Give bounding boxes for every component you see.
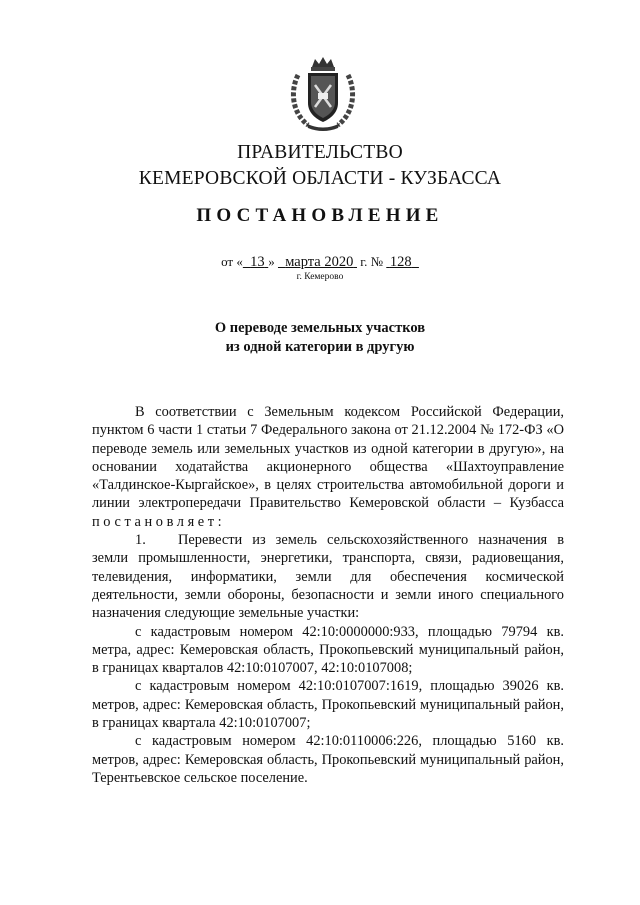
land-plot-1: с кадастровым номером 42:10:0000000:933, площадью 79794 кв. метра, адрес: Кемеровская область, Прокопьевский муниципальный район, в границах кварталов 42:10:0107007, 42:10:0107008; — [92, 623, 564, 677]
document-body — [92, 403, 564, 787]
city-label: г. Кемерово — [296, 272, 344, 282]
land-plot-3: с кадастровым номером 42:10:0110006:226, площадью 5160 кв. метров, адрес: Кемеровская область, Прокопьевский муниципальный район, Терентьевское сельское поселение. — [92, 733, 564, 786]
day-close: » — [268, 254, 275, 269]
coat-of-arms-icon — [288, 55, 358, 133]
org-line-2: КЕМЕРОВСКОЙ ОБЛАСТИ - КУЗБАССА — [138, 168, 502, 189]
decree-month-year: марта 2020 — [285, 254, 354, 270]
paragraph-preamble: В соответствии с Земельным кодексом Российской Федерации, пунктом 6 части 1 статьи 7 Федерального закона от 21.12.2004 № 172-ФЗ «О переводе земель или земельных участков из одной категории в другую», на основании ходатайства акционерного общества «Шахтоуправление «Талдинское-Кыргайское», в целях строительства автомобильной дороги и линии электропередачи Правительство Кемеровской области – Кузбасса постановляет: — [92, 404, 564, 530]
paragraph-item-1: 1. Перевести из земель сельскохозяйственного назначения в земли промышленности, энергетики, транспорта, связи, радиовещания, телевидения, информатики, земли для обеспечения космической деятельности, земли обороны, безопасности и земли иного специального назначения следующие земельные участки: — [92, 532, 564, 622]
number-label: № — [370, 254, 384, 269]
item-number: 1. — [135, 532, 146, 549]
decree-number: 128 — [389, 254, 412, 270]
decree-word: постановляет: — [92, 513, 226, 530]
decree-day: 13 — [250, 254, 265, 270]
government-name — [0, 140, 640, 192]
from-label: от « — [221, 254, 243, 269]
year-suffix: г. — [360, 254, 368, 269]
decree-subject — [0, 319, 640, 357]
date-number-line — [0, 254, 640, 271]
document-type: ПОСТАНОВЛЕНИЕ — [196, 205, 444, 226]
subject-line-2: из одной категории в другую — [225, 339, 415, 355]
subject-line-1: О переводе земельных участков — [214, 320, 426, 336]
org-line-1: ПРАВИТЕЛЬСТВО — [237, 142, 403, 163]
land-plot-2: с кадастровым номером 42:10:0107007:1619, площадью 39026 кв. метров, адрес: Кемеровская область, Прокопьевский муниципальный район, в границах квартала 42:10:0107007; — [92, 678, 564, 732]
